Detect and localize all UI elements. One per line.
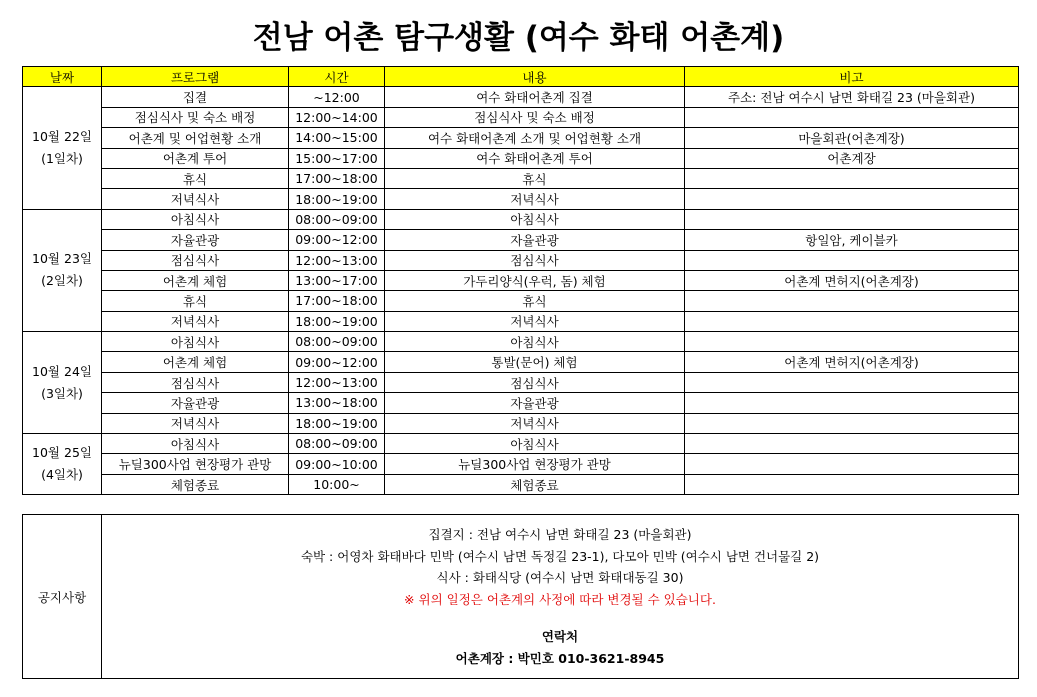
- contact-title: 연락처: [541, 629, 579, 644]
- day-number: (4일차): [41, 467, 83, 483]
- cell-time: 12:00~13:00: [289, 372, 385, 392]
- cell-time: 08:00~09:00: [289, 332, 385, 352]
- table-row: [23, 107, 1019, 127]
- notice-label: 공지사항: [23, 515, 102, 679]
- cell-note: 어촌계 면허지(어촌계장): [685, 352, 1019, 372]
- notice-table: [22, 514, 1019, 679]
- cell-note: [685, 311, 1019, 331]
- day-cell: [23, 332, 102, 434]
- cell-time: 15:00~17:00: [289, 148, 385, 168]
- cell-note: [685, 250, 1019, 270]
- cell-content: 여수 화태어촌계 집결: [385, 87, 685, 107]
- notice-meeting: 집결지 : 전남 여수시 남면 화태길 23 (마을회관): [428, 527, 692, 542]
- header-time: 시간: [289, 67, 385, 87]
- day-date: 10월 25일: [32, 445, 92, 461]
- cell-content: 아침식사: [385, 209, 685, 229]
- header-note: 비고: [685, 67, 1019, 87]
- cell-content: 뉴딜300사업 현장평가 관망: [385, 454, 685, 474]
- cell-content: 아침식사: [385, 434, 685, 454]
- cell-time: 13:00~17:00: [289, 270, 385, 290]
- table-row: [23, 474, 1019, 494]
- cell-time: 14:00~15:00: [289, 128, 385, 148]
- day-date: 10월 24일: [32, 363, 92, 379]
- table-row: [23, 230, 1019, 250]
- cell-note: 어촌계장: [685, 148, 1019, 168]
- table-row: [23, 168, 1019, 188]
- cell-note: [685, 474, 1019, 494]
- header-program: 프로그램: [102, 67, 289, 87]
- table-row: [23, 393, 1019, 413]
- cell-content: 자율관광: [385, 230, 685, 250]
- table-row: [23, 291, 1019, 311]
- cell-program: 자율관광: [102, 393, 289, 413]
- day-cell: [23, 434, 102, 495]
- table-row: [23, 209, 1019, 229]
- cell-note: [685, 189, 1019, 209]
- table-row: [23, 413, 1019, 433]
- cell-time: 13:00~18:00: [289, 393, 385, 413]
- cell-content: 아침식사: [385, 332, 685, 352]
- table-row: [23, 87, 1019, 107]
- table-row: [23, 250, 1019, 270]
- cell-time: 08:00~09:00: [289, 209, 385, 229]
- cell-program: 아침식사: [102, 209, 289, 229]
- cell-content: 통발(문어) 체험: [385, 352, 685, 372]
- cell-content: 저녁식사: [385, 413, 685, 433]
- cell-time: 17:00~18:00: [289, 168, 385, 188]
- cell-note: [685, 372, 1019, 392]
- cell-time: ~12:00: [289, 87, 385, 107]
- cell-content: 여수 화태어촌계 소개 및 어업현황 소개: [385, 128, 685, 148]
- cell-content: 여수 화태어촌계 투어: [385, 148, 685, 168]
- cell-program: 저녁식사: [102, 311, 289, 331]
- header-date: 날짜: [23, 67, 102, 87]
- cell-note: [685, 434, 1019, 454]
- cell-content: 점심식사: [385, 250, 685, 270]
- cell-content: 점심식사 및 숙소 배정: [385, 107, 685, 127]
- day-number: (1일차): [41, 151, 83, 167]
- cell-note: [685, 209, 1019, 229]
- notice-warning: ※ 위의 일정은 어촌계의 사정에 따라 변경될 수 있습니다.: [404, 591, 716, 607]
- cell-program: 어촌계 및 어업현황 소개: [102, 128, 289, 148]
- cell-time: 12:00~14:00: [289, 107, 385, 127]
- cell-program: 점심식사: [102, 250, 289, 270]
- cell-content: 자율관광: [385, 393, 685, 413]
- cell-program: 점심식사 및 숙소 배정: [102, 107, 289, 127]
- day-cell: [23, 209, 102, 331]
- table-row: [23, 189, 1019, 209]
- cell-program: 체험종료: [102, 474, 289, 494]
- schedule-table: [22, 66, 1019, 495]
- table-row: [23, 128, 1019, 148]
- table-row: [23, 352, 1019, 372]
- cell-program: 저녁식사: [102, 189, 289, 209]
- cell-time: 18:00~19:00: [289, 189, 385, 209]
- cell-program: 아침식사: [102, 434, 289, 454]
- table-row: [23, 148, 1019, 168]
- cell-program: 휴식: [102, 291, 289, 311]
- cell-content: 점심식사: [385, 372, 685, 392]
- table-row: [23, 270, 1019, 290]
- cell-time: 09:00~10:00: [289, 454, 385, 474]
- header-row: [23, 67, 1019, 87]
- cell-content: 저녁식사: [385, 311, 685, 331]
- table-row: [23, 332, 1019, 352]
- cell-time: 12:00~13:00: [289, 250, 385, 270]
- cell-note: [685, 413, 1019, 433]
- table-row: [23, 372, 1019, 392]
- notice-lodging: 숙박 : 어영차 화태바다 민박 (여수시 남면 독정길 23-1), 다모아 민박 (여수시 남면 건너물길 2): [300, 548, 820, 564]
- cell-program: 점심식사: [102, 372, 289, 392]
- cell-program: 뉴딜300사업 현장평가 관망: [102, 454, 289, 474]
- notice-meal: 식사 : 화태식당 (여수시 남면 화태대동길 30): [436, 570, 684, 585]
- cell-time: 08:00~09:00: [289, 434, 385, 454]
- cell-program: 집결: [102, 87, 289, 107]
- day-date: 10월 23일: [32, 251, 92, 267]
- cell-content: 저녁식사: [385, 189, 685, 209]
- cell-note: [685, 107, 1019, 127]
- cell-program: 어촌계 투어: [102, 148, 289, 168]
- day-cell: [23, 87, 102, 209]
- cell-time: 17:00~18:00: [289, 291, 385, 311]
- cell-time: 18:00~19:00: [289, 413, 385, 433]
- cell-note: [685, 332, 1019, 352]
- cell-content: 휴식: [385, 168, 685, 188]
- table-row: [23, 454, 1019, 474]
- cell-time: 09:00~12:00: [289, 352, 385, 372]
- cell-program: 어촌계 체험: [102, 352, 289, 372]
- header-content: 내용: [385, 67, 685, 87]
- cell-time: 09:00~12:00: [289, 230, 385, 250]
- cell-content: 체험종료: [385, 474, 685, 494]
- cell-note: [685, 291, 1019, 311]
- day-number: (2일차): [41, 273, 83, 289]
- notice-content: [102, 515, 1019, 679]
- cell-note: 마을회관(어촌계장): [685, 128, 1019, 148]
- day-date: 10월 22일: [32, 129, 92, 145]
- table-row: [23, 311, 1019, 331]
- cell-note: 어촌계 면허지(어촌계장): [685, 270, 1019, 290]
- table-row: [23, 434, 1019, 454]
- cell-program: 저녁식사: [102, 413, 289, 433]
- page-title: 전남 어촌 탐구생활 (여수 화태 어촌계): [252, 20, 785, 56]
- cell-program: 휴식: [102, 168, 289, 188]
- day-number: (3일차): [41, 385, 83, 401]
- cell-content: 가두리양식(우럭, 돔) 체험: [385, 270, 685, 290]
- cell-program: 아침식사: [102, 332, 289, 352]
- contact-info: 어촌계장 : 박민호 010-3621-8945: [455, 650, 665, 666]
- cell-note: [685, 393, 1019, 413]
- cell-note: 항일암, 케이블카: [685, 230, 1019, 250]
- cell-time: 10:00~: [289, 474, 385, 494]
- cell-program: 자율관광: [102, 230, 289, 250]
- cell-program: 어촌계 체험: [102, 270, 289, 290]
- cell-content: 휴식: [385, 291, 685, 311]
- cell-time: 18:00~19:00: [289, 311, 385, 331]
- cell-note: [685, 168, 1019, 188]
- cell-note: 주소: 전남 여수시 남면 화태길 23 (마을회관): [685, 87, 1019, 107]
- cell-note: [685, 454, 1019, 474]
